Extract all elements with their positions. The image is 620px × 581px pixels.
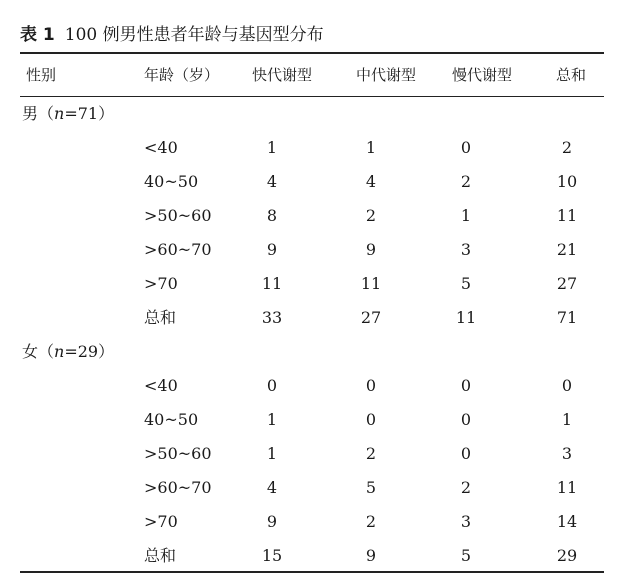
slow-cell: 5 [460,546,472,565]
table-label: 表 1 [20,25,55,45]
total-cell: 1 [561,410,573,429]
table-caption [20,20,324,45]
slow-cell: 5 [460,274,472,293]
fast-cell: 1 [266,444,278,463]
slow-cell: 0 [460,138,472,157]
header-fast: 快代谢型 [252,66,313,84]
mid-cell: 11 [360,274,382,293]
age-cell: 40~50 [144,172,199,191]
age-cell: 总和 [144,308,177,327]
mid-cell: 5 [365,478,377,497]
total-cell: 71 [556,308,578,327]
fast-cell: 4 [266,172,278,191]
mid-cell: 0 [365,410,377,429]
slow-cell: 3 [460,512,472,531]
fast-cell: 33 [261,308,283,327]
age-cell: >60~70 [144,240,212,259]
total-cell: 2 [561,138,573,157]
total-cell: 3 [561,444,573,463]
group-label [22,104,114,124]
slow-cell: 1 [460,206,472,225]
slow-cell: 0 [460,410,472,429]
mid-cell: 9 [365,546,377,565]
group-label [22,342,114,362]
fast-cell: 1 [266,410,278,429]
header-sex: 性别 [26,66,57,84]
total-cell: 14 [556,512,578,531]
fast-cell: 4 [266,478,278,497]
group-label-suffix: =29） [64,342,115,361]
fast-cell: 9 [266,512,278,531]
bottom-rule [20,571,604,573]
slow-cell: 0 [460,444,472,463]
header-rule [20,96,604,97]
mid-cell: 1 [365,138,377,157]
mid-cell: 2 [365,206,377,225]
total-cell: 27 [556,274,578,293]
header-age: 年龄（岁） [144,66,220,84]
age-cell: >50~60 [144,444,212,463]
total-cell: 21 [556,240,578,259]
age-cell: <40 [144,376,178,395]
header-slow: 慢代谢型 [452,66,513,84]
group-label-prefix: 男（ [22,104,55,123]
fast-cell: 0 [266,376,278,395]
age-cell: <40 [144,138,178,157]
fast-cell: 9 [266,240,278,259]
mid-cell: 4 [365,172,377,191]
table-title: 100 例男性患者年龄与基因型分布 [64,25,324,45]
header-mid: 中代谢型 [356,66,417,84]
fast-cell: 11 [261,274,283,293]
group-label-suffix: =71） [64,104,115,123]
slow-cell: 0 [460,376,472,395]
slow-cell: 2 [460,172,472,191]
age-cell: 总和 [144,546,177,565]
slow-cell: 11 [455,308,477,327]
age-cell: >70 [144,274,178,293]
age-cell: >50~60 [144,206,212,225]
group-n-symbol: n [54,104,65,123]
age-cell: >60~70 [144,478,212,497]
header-total: 总和 [556,66,587,84]
mid-cell: 9 [365,240,377,259]
total-cell: 29 [556,546,578,565]
slow-cell: 2 [460,478,472,497]
total-cell: 10 [556,172,578,191]
mid-cell: 0 [365,376,377,395]
mid-cell: 27 [360,308,382,327]
slow-cell: 3 [460,240,472,259]
total-cell: 11 [556,206,578,225]
top-rule [20,52,604,54]
age-cell: >70 [144,512,178,531]
group-n-symbol: n [54,342,65,361]
age-cell: 40~50 [144,410,199,429]
group-label-prefix: 女（ [22,342,55,361]
total-cell: 0 [561,376,573,395]
fast-cell: 1 [266,138,278,157]
mid-cell: 2 [365,444,377,463]
fast-cell: 15 [261,546,283,565]
mid-cell: 2 [365,512,377,531]
total-cell: 11 [556,478,578,497]
fast-cell: 8 [266,206,278,225]
